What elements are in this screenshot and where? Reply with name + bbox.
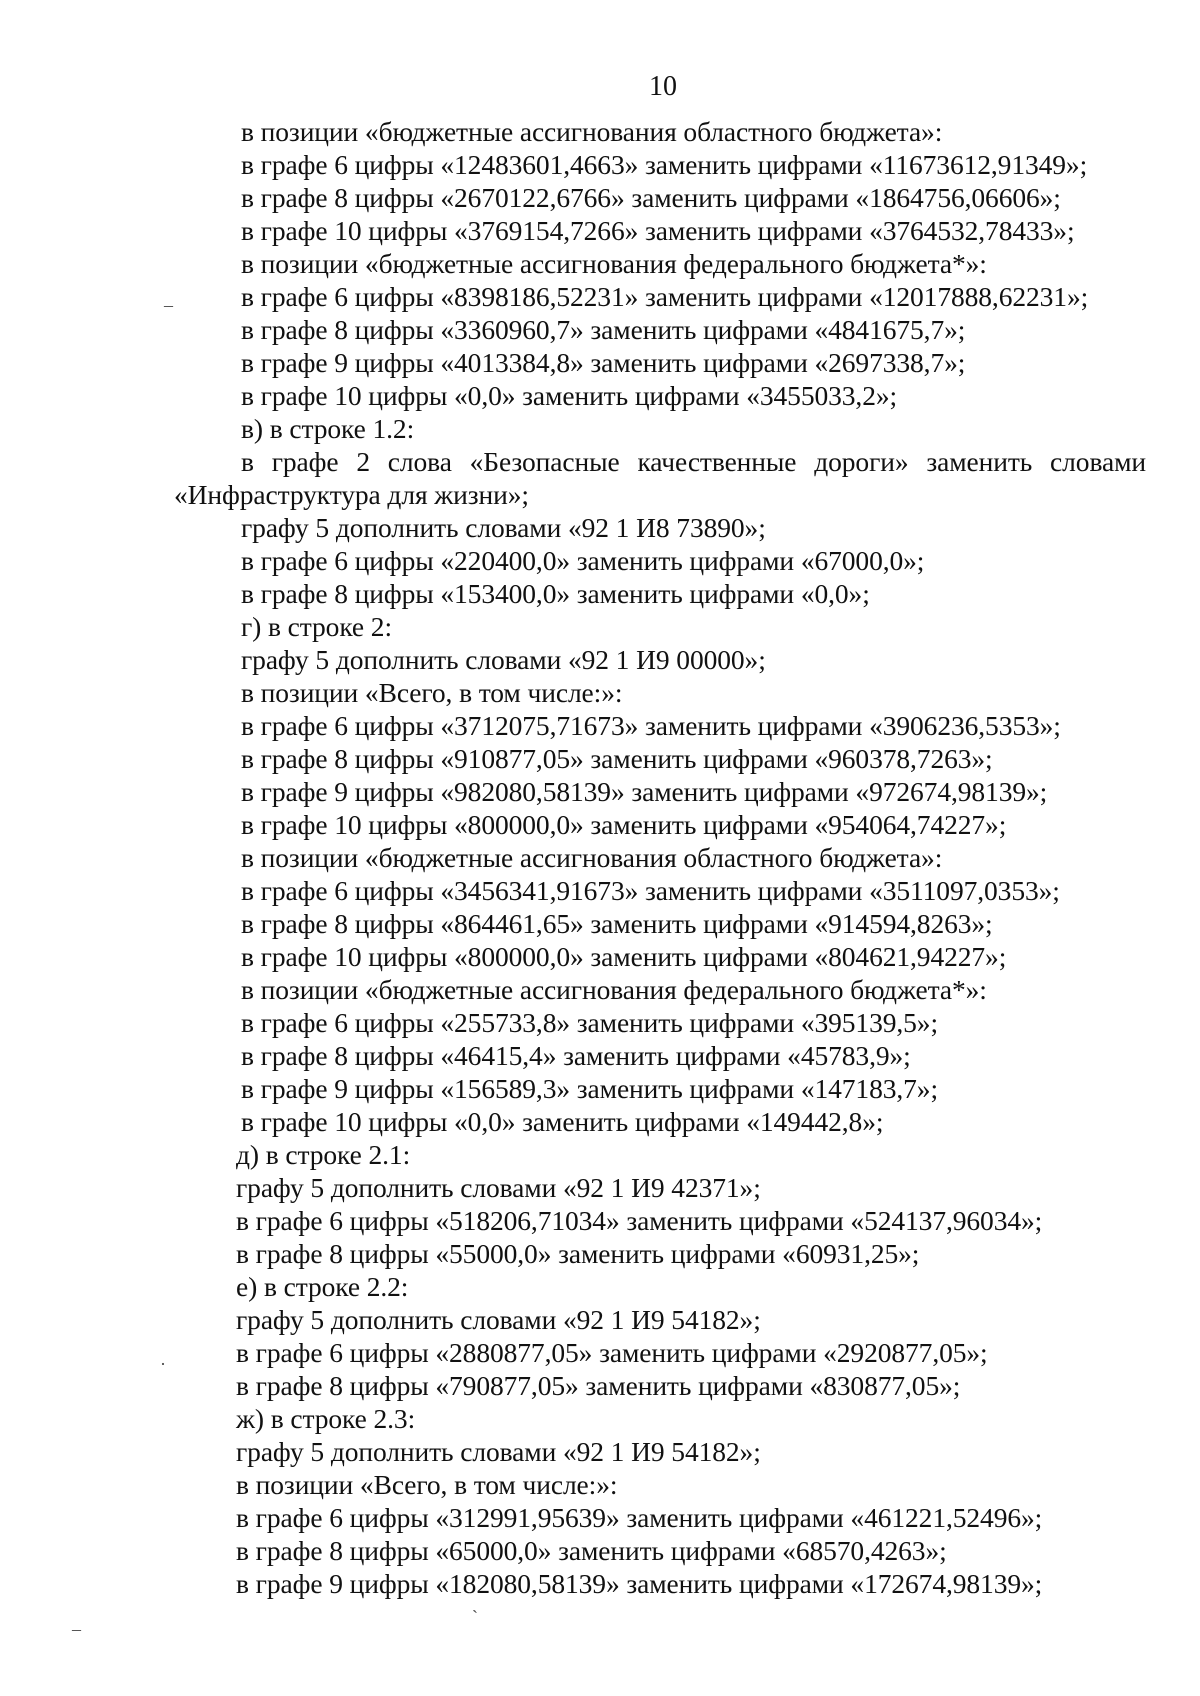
text-line: в позиции «бюджетные ассигнования областного бюджета»:: [241, 842, 943, 873]
text-line: в графе 6 цифры «518206,71034» заменить цифрами «524137,96034»;: [236, 1205, 1043, 1236]
text-line: в графе 8 цифры «153400,0» заменить цифрами «0,0»;: [241, 578, 870, 609]
text-line: в позиции «бюджетные ассигнования федерального бюджета*»:: [241, 248, 987, 279]
text-line: в позиции «Всего, в том числе:»:: [241, 677, 623, 708]
text-line: «Инфраструктура для жизни»;: [174, 479, 529, 510]
subsection-heading: е) в строке 2.2:: [236, 1271, 409, 1302]
text-line: в графе 8 цифры «46415,4» заменить цифрами «45783,9»;: [241, 1040, 911, 1071]
text-line: в графе 6 цифры «255733,8» заменить цифрами «395139,5»;: [241, 1007, 938, 1038]
scan-speck: –: [164, 295, 173, 315]
text-line: в графе 8 цифры «2670122,6766» заменить цифрами «1864756,06606»;: [241, 182, 1061, 213]
text-line: в графе 9 цифры «982080,58139» заменить цифрами «972674,98139»;: [241, 776, 1048, 807]
text-line: в позиции «бюджетные ассигнования областного бюджета»:: [241, 116, 943, 147]
text-line: графу 5 дополнить словами «92 1 И8 73890»;: [241, 512, 766, 543]
text-line: в графе 8 цифры «790877,05» заменить цифрами «830877,05»;: [236, 1370, 961, 1401]
text-line: в графе 6 цифры «312991,95639» заменить цифрами «461221,52496»;: [236, 1502, 1043, 1533]
text-line: в графе 6 цифры «3456341,91673» заменить цифрами «3511097,0353»;: [241, 875, 1060, 906]
subsection-heading: в) в строке 1.2:: [241, 413, 415, 444]
scan-speck: ·: [160, 1354, 166, 1374]
text-line: в графе 8 цифры «3360960,7» заменить цифрами «4841675,7»;: [241, 314, 966, 345]
text-line: в графе 6 цифры «8398186,52231» заменить цифрами «12017888,62231»;: [241, 281, 1089, 312]
text-line: в графе 6 цифры «3712075,71673» заменить цифрами «3906236,5353»;: [241, 710, 1061, 741]
text-line: в графе 9 цифры «182080,58139» заменить цифрами «172674,98139»;: [236, 1568, 1043, 1599]
text-line: в графе 2 слова «Безопасные качественные дороги» заменить словами: [241, 446, 1146, 477]
scan-speck: –: [72, 1619, 81, 1639]
text-line: графу 5 дополнить словами «92 1 И9 00000»;: [241, 644, 766, 675]
text-line: в графе 8 цифры «55000,0» заменить цифрами «60931,25»;: [236, 1238, 920, 1269]
subsection-heading: г) в строке 2:: [241, 611, 392, 642]
text-line: в графе 10 цифры «3769154,7266» заменить цифрами «3764532,78433»;: [241, 215, 1075, 246]
text-line: в графе 10 цифры «0,0» заменить цифрами «149442,8»;: [241, 1106, 884, 1137]
amendments-text: [0, 115, 1200, 1600]
text-line: в графе 6 цифры «12483601,4663» заменить цифрами «11673612,91349»;: [241, 149, 1088, 180]
subsection-heading: ж) в строке 2.3:: [236, 1403, 416, 1434]
text-line: в графе 8 цифры «864461,65» заменить цифрами «914594,8263»;: [241, 908, 993, 939]
subsection-heading: д) в строке 2.1:: [236, 1139, 411, 1170]
text-line: в графе 10 цифры «0,0» заменить цифрами «3455033,2»;: [241, 380, 898, 411]
text-line: в графе 9 цифры «156589,3» заменить цифрами «147183,7»;: [241, 1073, 938, 1104]
scan-speck: ˋ: [472, 1607, 478, 1627]
text-line: в графе 9 цифры «4013384,8» заменить цифрами «2697338,7»;: [241, 347, 966, 378]
page-number: 10: [649, 71, 677, 102]
text-line: в графе 10 цифры «800000,0» заменить цифрами «804621,94227»;: [241, 941, 1007, 972]
text-line: графу 5 дополнить словами «92 1 И9 54182»;: [236, 1436, 761, 1467]
text-line: в графе 6 цифры «220400,0» заменить цифрами «67000,0»;: [241, 545, 925, 576]
text-line: в позиции «Всего, в том числе:»:: [236, 1469, 618, 1500]
text-line: графу 5 дополнить словами «92 1 И9 54182»;: [236, 1304, 761, 1335]
text-line: в графе 8 цифры «65000,0» заменить цифрами «68570,4263»;: [236, 1535, 947, 1566]
text-line: в графе 6 цифры «2880877,05» заменить цифрами «2920877,05»;: [236, 1337, 988, 1368]
text-line: в графе 10 цифры «800000,0» заменить цифрами «954064,74227»;: [241, 809, 1007, 840]
text-line: в графе 8 цифры «910877,05» заменить цифрами «960378,7263»;: [241, 743, 993, 774]
text-line: графу 5 дополнить словами «92 1 И9 42371»;: [236, 1172, 761, 1203]
text-line: в позиции «бюджетные ассигнования федерального бюджета*»:: [241, 974, 987, 1005]
